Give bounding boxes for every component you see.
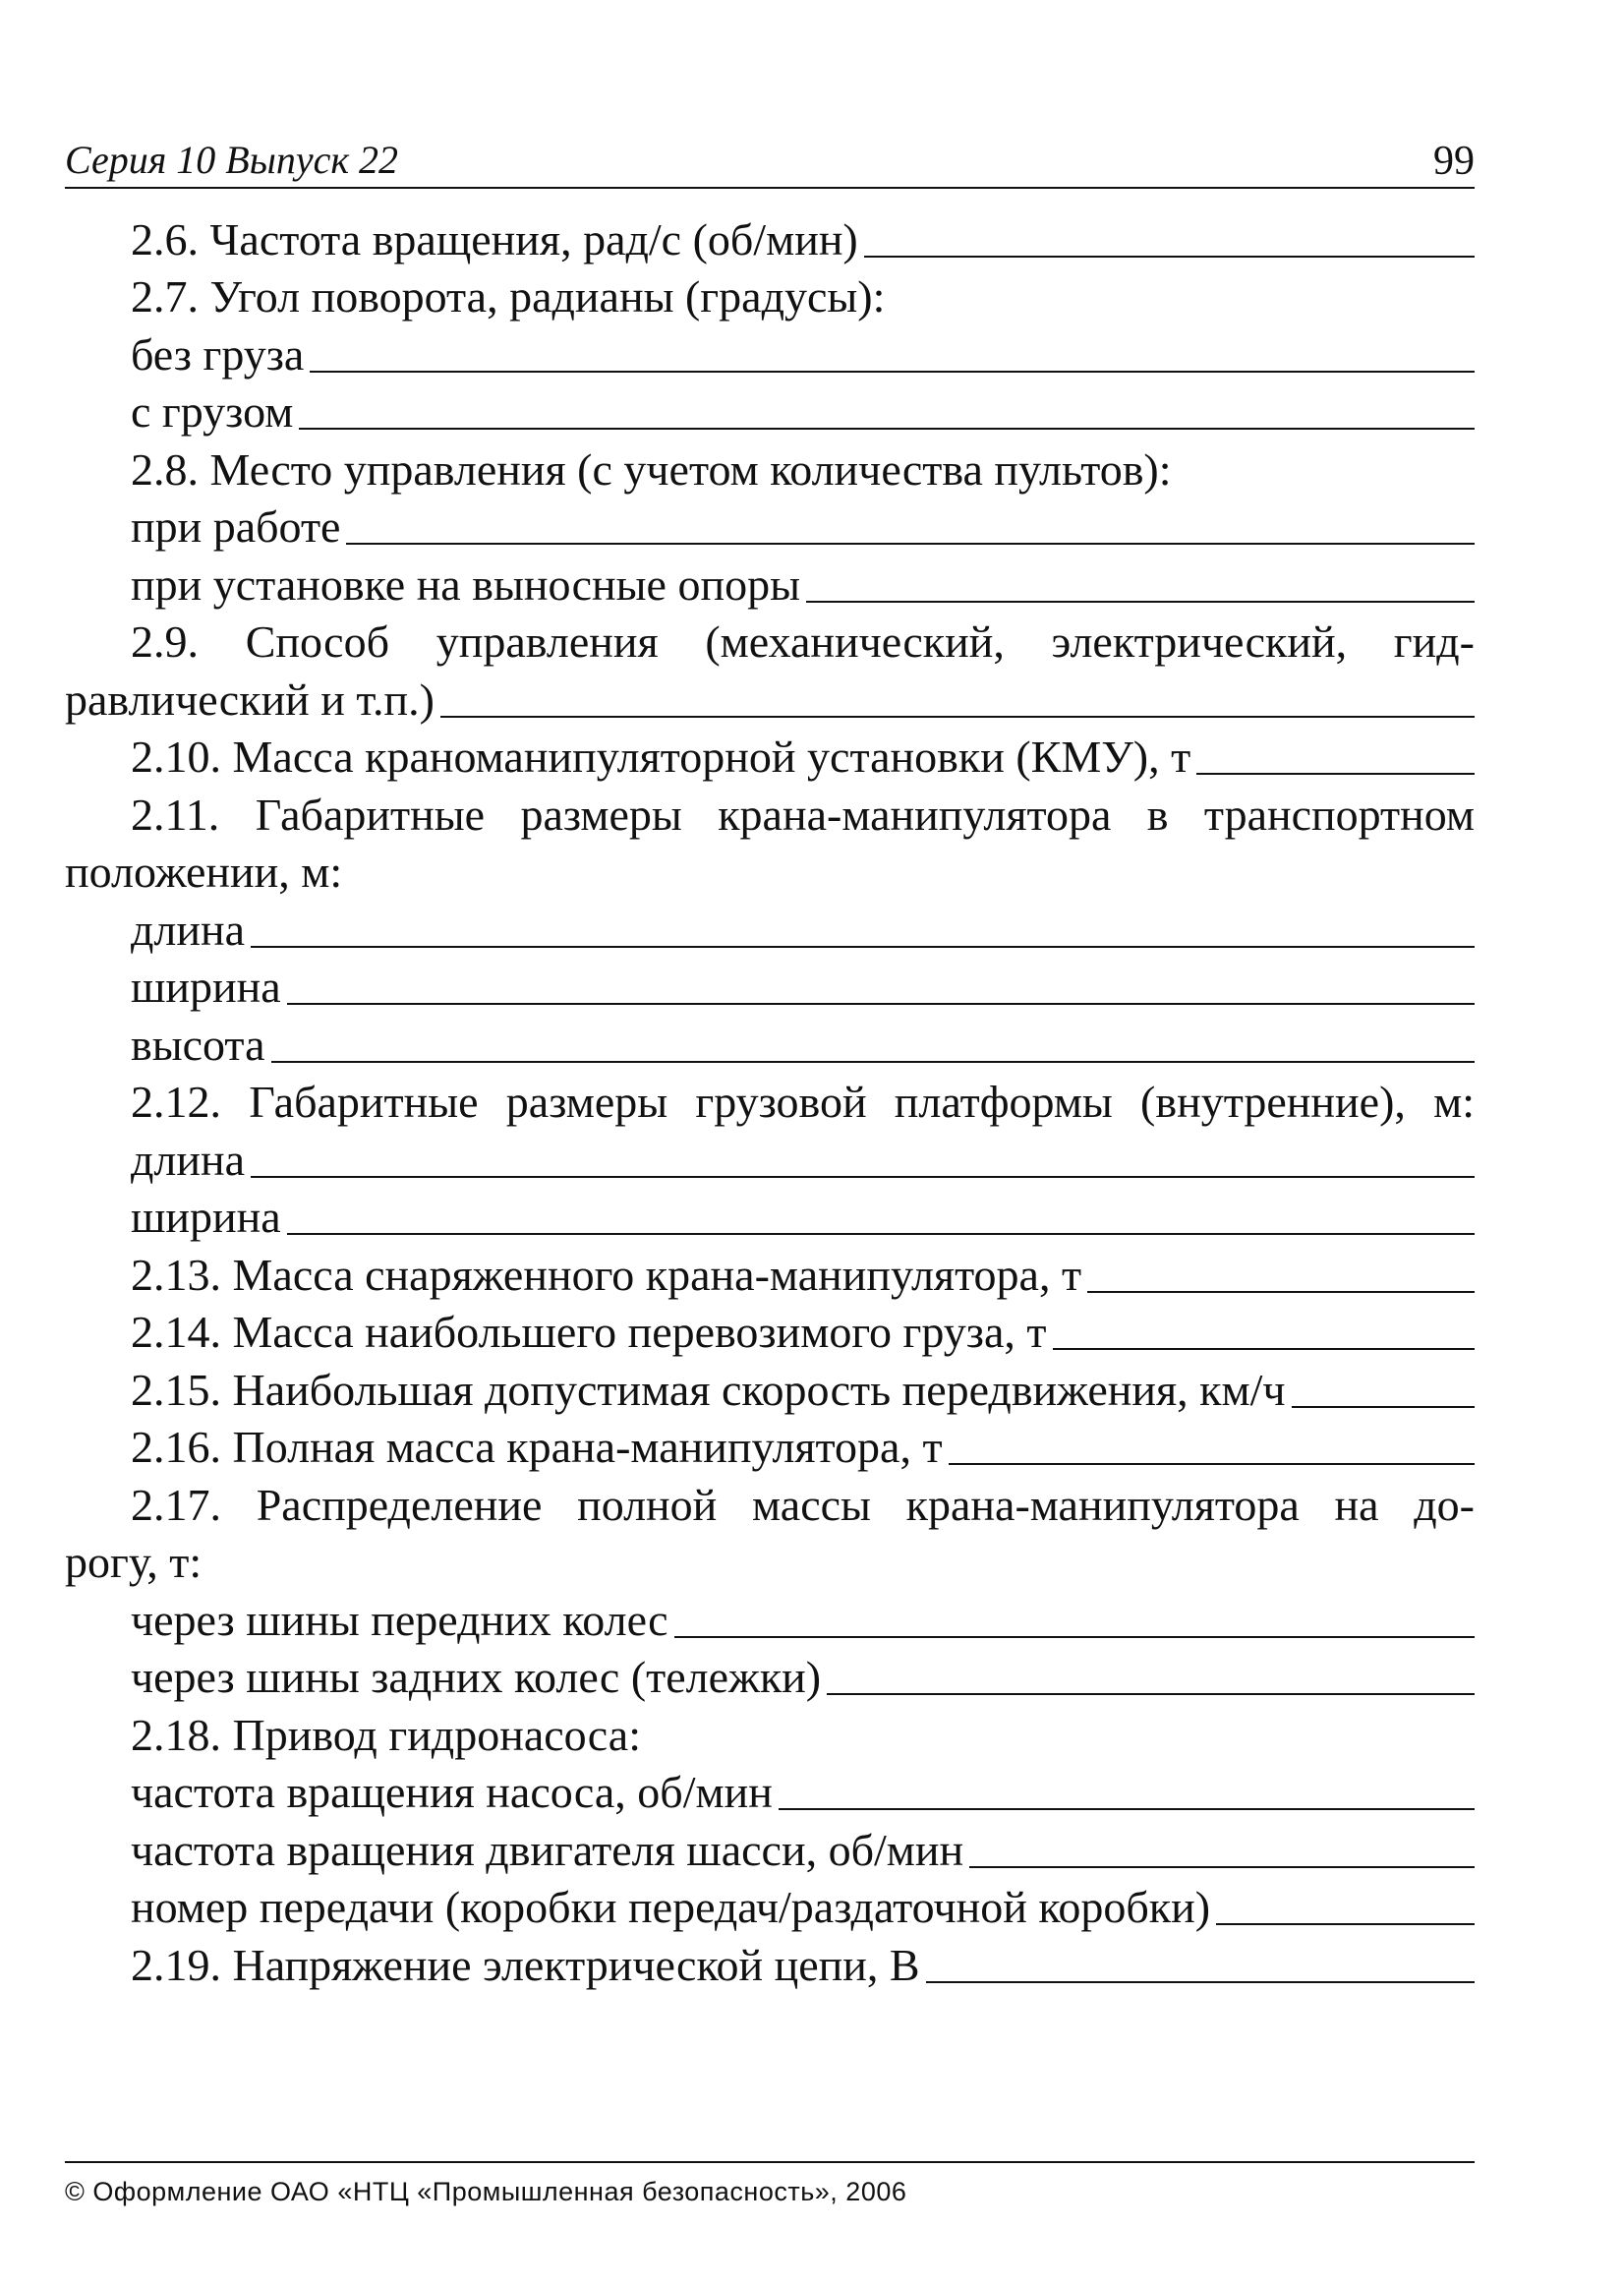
form-line-label: 2.8. Место управления (с учетом количества пультов): xyxy=(131,443,1172,495)
series-title: Серия 10 Выпуск 22 xyxy=(65,138,399,182)
form-line-label: 2.19. Напряжение электрической цепи, В xyxy=(131,1939,920,1990)
form-content xyxy=(65,208,1475,1992)
fill-in-blank[interactable] xyxy=(440,716,1475,718)
fill-in-blank[interactable] xyxy=(346,543,1475,545)
fill-in-blank[interactable] xyxy=(251,1176,1475,1178)
form-line xyxy=(65,1014,1475,1072)
form-line-label: 2.11. Габаритные размеры крана-манипулятора в транспортном xyxy=(131,789,1475,840)
form-line-label: частота вращения двигателя шасси, об/мин xyxy=(131,1824,964,1875)
fill-in-blank[interactable] xyxy=(1087,1291,1475,1293)
form-line-label: рогу, т: xyxy=(65,1537,203,1587)
form-line-label: частота вращения насоса, об/мин xyxy=(131,1767,773,1817)
form-line xyxy=(65,1417,1475,1475)
form-line-label: 2.7. Угол поворота, радианы (градусы): xyxy=(131,271,886,322)
fill-in-blank[interactable] xyxy=(251,946,1475,948)
form-line xyxy=(65,842,1475,900)
form-line-label: высота xyxy=(131,1019,265,1070)
page-number: 99 xyxy=(1433,139,1475,184)
form-line-label: положении, м: xyxy=(65,847,343,897)
form-line-label: 2.18. Привод гидронасоса: xyxy=(131,1709,641,1760)
form-line xyxy=(65,899,1475,957)
fill-in-blank[interactable] xyxy=(806,601,1475,603)
fill-in-blank[interactable] xyxy=(674,1636,1475,1638)
form-line-label: 2.16. Полная масса крана-манипулятора, т xyxy=(131,1422,943,1472)
form-line xyxy=(65,1532,1475,1590)
form-line xyxy=(65,1819,1475,1877)
fill-in-blank[interactable] xyxy=(1292,1406,1475,1408)
form-line-label: через шины передних колес xyxy=(131,1594,668,1645)
form-line xyxy=(65,381,1475,440)
form-line xyxy=(65,1647,1475,1705)
form-line-label: равлический и т.п.) xyxy=(65,674,435,725)
form-line-label: 2.6. Частота вращения, рад/с (об/мин) xyxy=(131,213,858,264)
form-line xyxy=(65,612,1475,670)
fill-in-blank[interactable] xyxy=(299,428,1475,430)
page-header xyxy=(65,136,1475,189)
form-line xyxy=(65,439,1475,497)
form-line-label: ширина xyxy=(131,962,281,1012)
fill-in-blank[interactable] xyxy=(1196,773,1475,775)
form-line-label: 2.9. Способ управления (механический, электрический, гид- xyxy=(131,616,1475,667)
form-line-label: 2.17. Распределение полной массы крана-манипулятора на до- xyxy=(131,1479,1475,1530)
fill-in-blank[interactable] xyxy=(969,1866,1475,1868)
form-line-label: через шины задних колес (тележки) xyxy=(131,1652,822,1702)
form-line xyxy=(65,727,1475,785)
form-line xyxy=(65,554,1475,612)
fill-in-blank[interactable] xyxy=(287,1233,1475,1235)
form-line xyxy=(65,1474,1475,1532)
form-line xyxy=(65,957,1475,1015)
form-line xyxy=(65,1762,1475,1820)
fill-in-blank[interactable] xyxy=(310,371,1475,373)
fill-in-blank[interactable] xyxy=(287,1003,1475,1005)
form-line xyxy=(65,669,1475,727)
form-line xyxy=(65,1589,1475,1647)
fill-in-blank[interactable] xyxy=(949,1463,1475,1465)
fill-in-blank[interactable] xyxy=(926,1981,1475,1983)
form-line xyxy=(65,1129,1475,1187)
fill-in-blank[interactable] xyxy=(1053,1348,1476,1350)
form-line xyxy=(65,1359,1475,1417)
form-line-label: длина xyxy=(131,1134,246,1185)
form-line-label: 2.14. Масса наибольшего перевозимого груза, т xyxy=(131,1307,1047,1357)
form-line xyxy=(65,1934,1475,1992)
form-line xyxy=(65,208,1475,266)
form-line-label: 2.10. Масса краноманипуляторной установки (КМУ), т xyxy=(131,732,1191,782)
form-line xyxy=(65,497,1475,555)
form-line-label: 2.12. Габаритные размеры грузовой платформы (внутренние), м: xyxy=(131,1077,1475,1127)
form-line-label: с грузом xyxy=(131,386,294,437)
form-line-label: ширина xyxy=(131,1192,281,1242)
form-line xyxy=(65,266,1475,324)
form-line xyxy=(65,1244,1475,1302)
form-line xyxy=(65,1302,1475,1360)
form-line xyxy=(65,784,1475,842)
form-line-label: длина xyxy=(131,904,246,955)
form-line-label: без груза xyxy=(131,328,305,380)
form-line-label: номер передачи (коробки передач/раздаточной коробки) xyxy=(131,1882,1211,1932)
fill-in-blank[interactable] xyxy=(779,1808,1475,1810)
fill-in-blank[interactable] xyxy=(1216,1923,1475,1925)
form-line xyxy=(65,323,1475,381)
fill-in-blank[interactable] xyxy=(827,1693,1475,1695)
form-line xyxy=(65,1877,1475,1935)
form-line xyxy=(65,1187,1475,1245)
form-line xyxy=(65,1072,1475,1130)
footer-copyright: © Оформление ОАО «НТЦ «Промышленная безопасность», 2006 xyxy=(65,2161,1475,2207)
fill-in-blank[interactable] xyxy=(271,1061,1475,1063)
form-line-label: 2.15. Наибольшая допустимая скорость передвижения, км/ч xyxy=(131,1364,1286,1415)
form-line-label: при работе xyxy=(131,501,341,552)
form-line xyxy=(65,1704,1475,1762)
form-line-label: при установке на выносные опоры xyxy=(131,558,800,610)
form-line-label: 2.13. Масса снаряженного крана-манипулятора, т xyxy=(131,1249,1082,1300)
fill-in-blank[interactable] xyxy=(864,256,1475,258)
